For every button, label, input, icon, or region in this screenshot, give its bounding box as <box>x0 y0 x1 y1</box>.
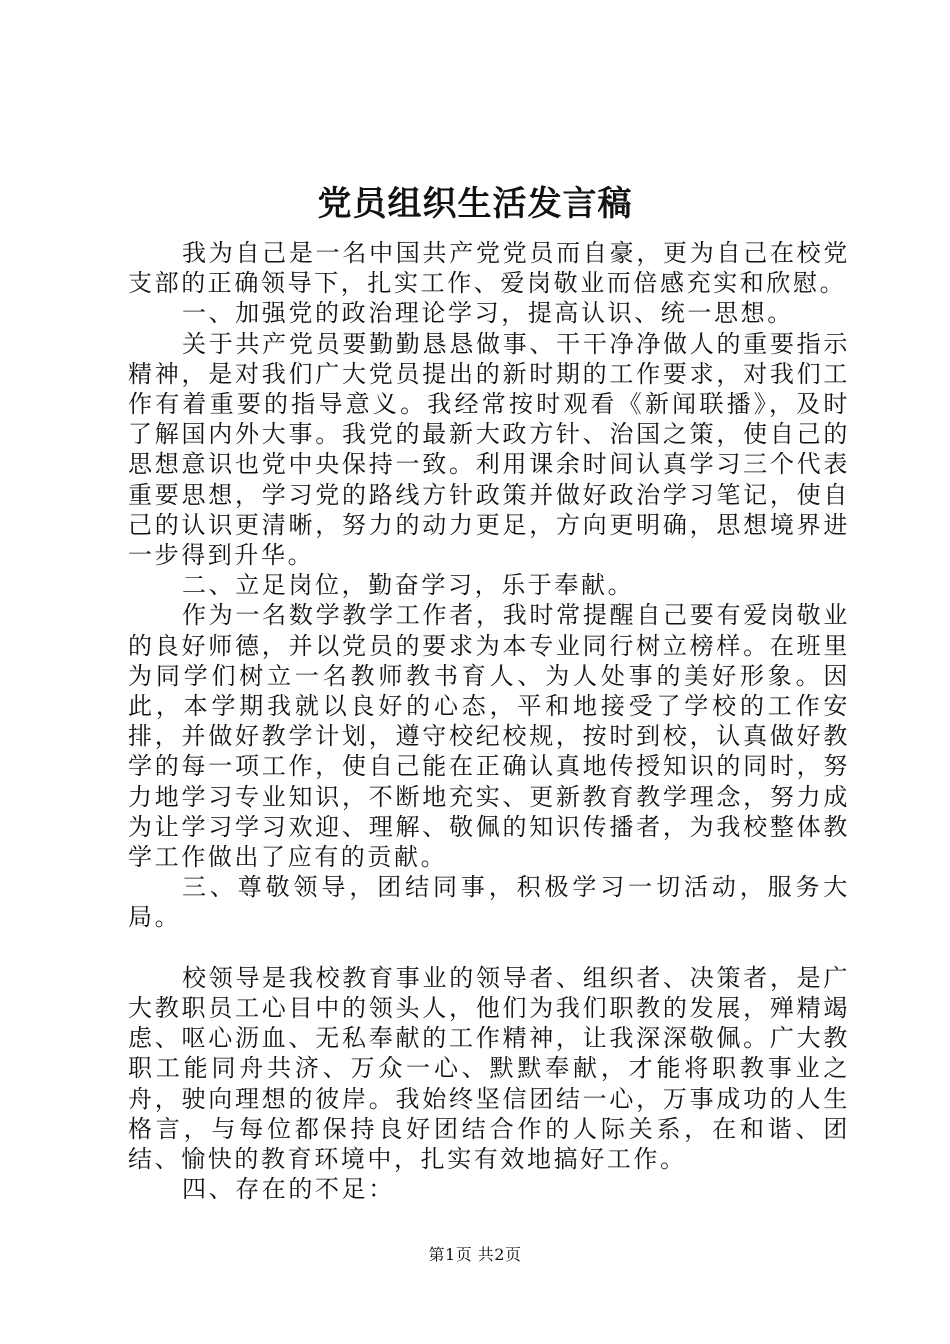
paragraph-section-3: 校领导是我校教育事业的领导者、组织者、决策者，是广大教职员工心目中的领头人，他们为我们职教的发展，殚精竭虑、呕心沥血、无私奉献的工作精神，让我深深敬佩。广大教职工能同舟共济、万众一心、默默奉献，才能将职教事业之舟，驶向理想的彼岸。我始终坚信团结一心，万事成功的人生格言，与每位都保持良好团结合作的人际关系，在和谐、团结、愉快的教育环境中，扎实有效地搞好工作。 <box>128 963 850 1174</box>
paragraph-section-2: 作为一名数学教学工作者，我时常提醒自己要有爱岗敬业的良好师德，并以党员的要求为本专业同行树立榜样。在班里为同学们树立一名教师教书育人、为人处事的美好形象。因此，本学期我就以良好的心态，平和地接受了学校的工作安排，并做好教学计划，遵守校纪校规，按时到校，认真做好教学的每一项工作，使自己能在正确认真地传授知识的同时，努力地学习专业知识，不断地充实、更新教育教学理念，努力成为让学习学习欢迎、理解、敬佩的知识传播者，为我校整体教学工作做出了应有的贡献。 <box>128 601 850 872</box>
heading-section-4: 四、存在的不足： <box>182 1175 395 1204</box>
document-title: 党员组织生活发言稿 <box>317 184 633 224</box>
blank-line <box>128 933 850 963</box>
paragraph-section-1: 关于共产党员要勤勤恳恳做事、干干净净做人的重要指示精神，是对我们广大党员提出的新时期的工作要求，对我们工作有着重要的指导意义。我经常按时观看《新闻联播》，及时了解国内外大事。我党的最新大政方针、治国之策，使自己的思想意识也党中央保持一致。利用课余时间认真学习三个代表重要思想，学习党的路线方针政策并做好政治学习笔记，使自己的认识更清晰，努力的动力更足，方向更明确，思想境界进一步得到升华。 <box>128 329 850 570</box>
heading-section-3: 三、尊敬领导，团结同事，积极学习一切活动，服务大局。 <box>128 873 850 932</box>
paragraph-intro: 我为自己是一名中国共产党党员而自豪，更为自己在校党支部的正确领导下，扎实工作、爱岗敬业而倍感充实和欣慰。 <box>128 239 850 298</box>
document-body <box>128 238 850 1204</box>
heading-section-1: 一、加强党的政治理论学习，提高认识、统一思想。 <box>182 299 794 328</box>
heading-section-2: 二、立足岗位，勤奋学习，乐于奉献。 <box>182 571 635 600</box>
page-footer: 第1页 共2页 <box>428 1245 522 1264</box>
